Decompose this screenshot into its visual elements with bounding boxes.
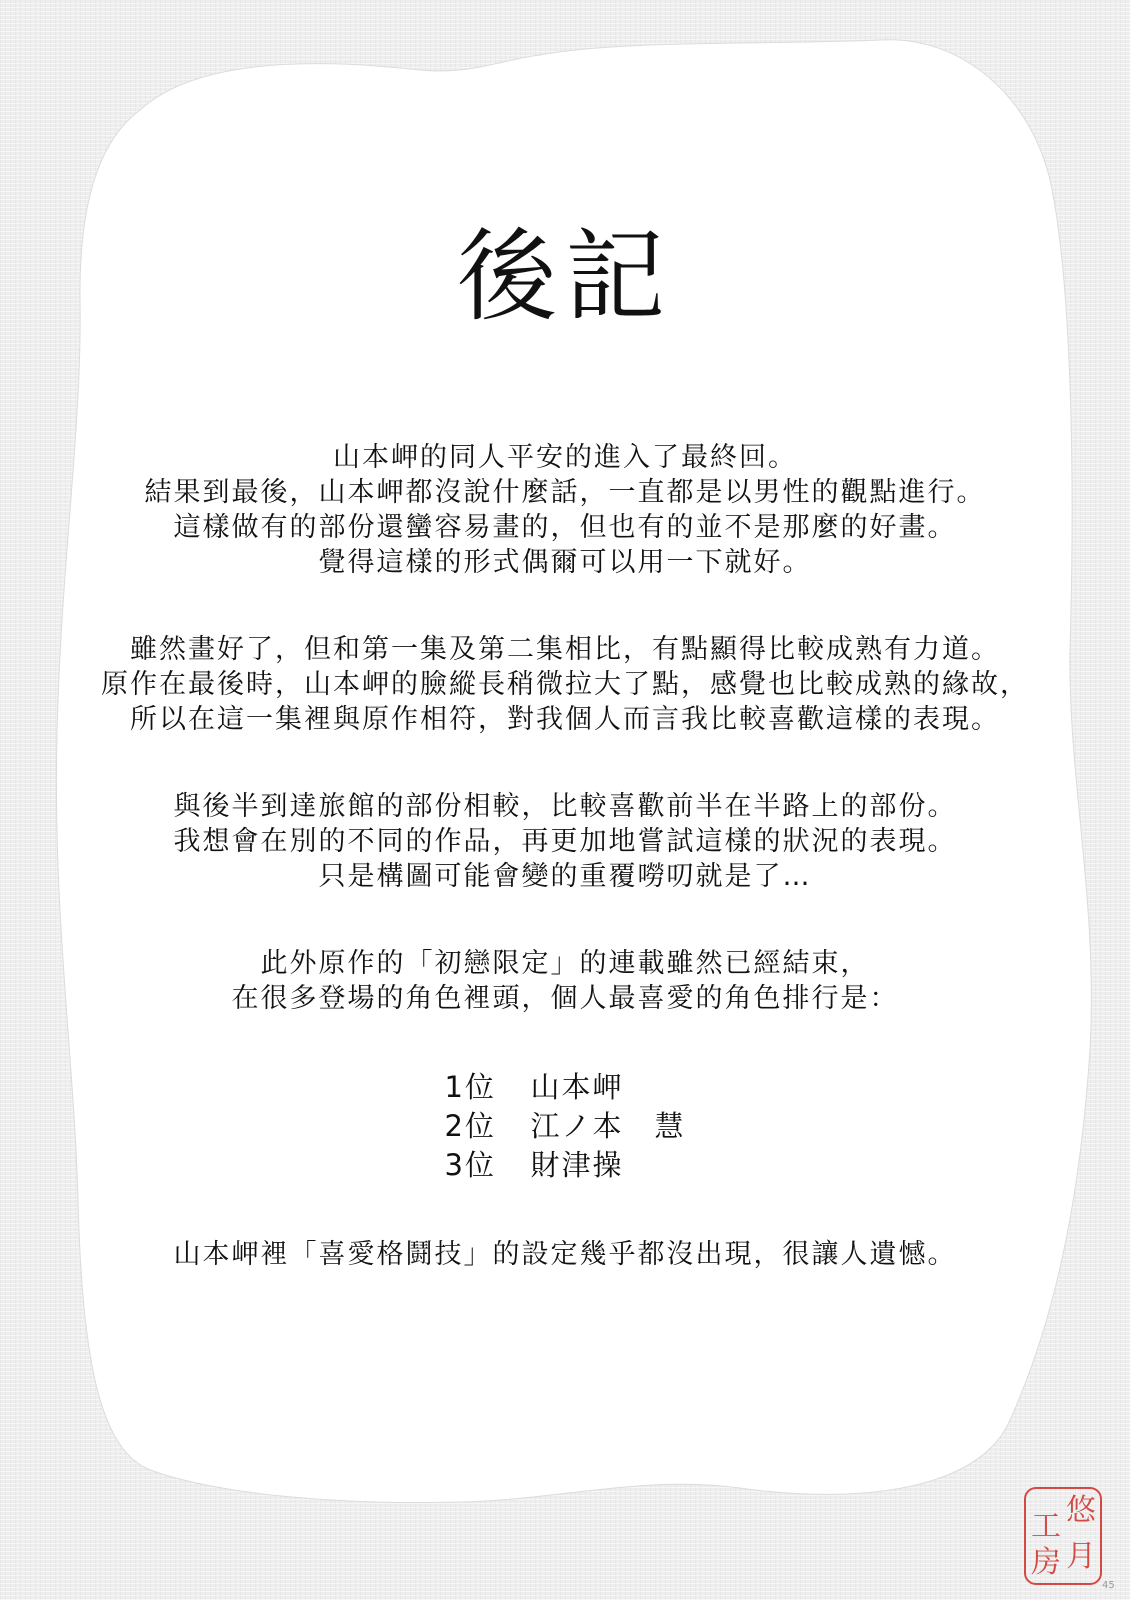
text-line: 此外原作的「初戀限定」的連載雖然已經結束， (260, 948, 870, 979)
text-line: 所以在這一集裡與原作相符，對我個人而言我比較喜歡這樣的表現。 (130, 704, 1000, 735)
seal-character: 房 (1031, 1545, 1061, 1580)
character-name: 財津操 (530, 1148, 624, 1182)
text-line: 雖然畫好了，但和第一集及第二集相比，有點顯得比較成熟有力道。 (130, 634, 1000, 665)
rank-number: 3位 (444, 1148, 496, 1182)
text-line: 原作在最後時，山本岬的臉縱長稍微拉大了點，感覺也比較成熟的緣故， (101, 669, 1029, 700)
page-number: 45 (1102, 1580, 1115, 1591)
character-ranking-list (444, 1068, 685, 1185)
text-line: 結果到最後，山本岬都沒說什麼話，一直都是以男性的觀點進行。 (144, 477, 986, 508)
text-line: 只是構圖可能會變的重覆嘮叨就是了… (318, 861, 812, 892)
paragraph-1 (60, 440, 1070, 580)
text-line: 山本岬的同人平安的進入了最終回。 (333, 442, 797, 473)
seal-character: 月 (1066, 1539, 1096, 1574)
text-line: 我想會在別的不同的作品，再更加地嘗試這樣的狀況的表現。 (173, 826, 957, 857)
text-line: 山本岬裡「喜愛格鬪技」的設定幾乎都沒出現，很讓人遺憾。 (173, 1239, 957, 1270)
seal-character: 悠 (1066, 1493, 1096, 1528)
paragraph-2 (60, 632, 1070, 737)
character-name: 江ノ本 慧 (530, 1109, 686, 1143)
text-line: 覺得這樣的形式偶爾可以用一下就好。 (318, 547, 812, 578)
rank-number: 1位 (444, 1070, 496, 1104)
ranking-row (444, 1107, 685, 1146)
character-name: 山本岬 (530, 1070, 624, 1104)
afterword-body (60, 440, 1070, 1324)
text-line: 這樣做有的部份還蠻容易畫的，但也有的並不是那麼的好畫。 (173, 512, 957, 543)
paragraph-4 (60, 946, 1070, 1016)
ranking-row (444, 1068, 685, 1107)
ranking-row (444, 1146, 685, 1185)
seal-character: 工 (1031, 1509, 1061, 1544)
text-line: 在很多登場的角色裡頭，個人最喜愛的角色排行是： (231, 983, 899, 1014)
circle-seal-stamp (1024, 1487, 1102, 1585)
paragraph-3 (60, 789, 1070, 894)
page-title: 後記 (457, 218, 673, 335)
closing-paragraph (60, 1237, 1070, 1272)
rank-number: 2位 (444, 1109, 496, 1143)
text-line: 與後半到達旅館的部份相較，比較喜歡前半在半路上的部份。 (173, 791, 957, 822)
